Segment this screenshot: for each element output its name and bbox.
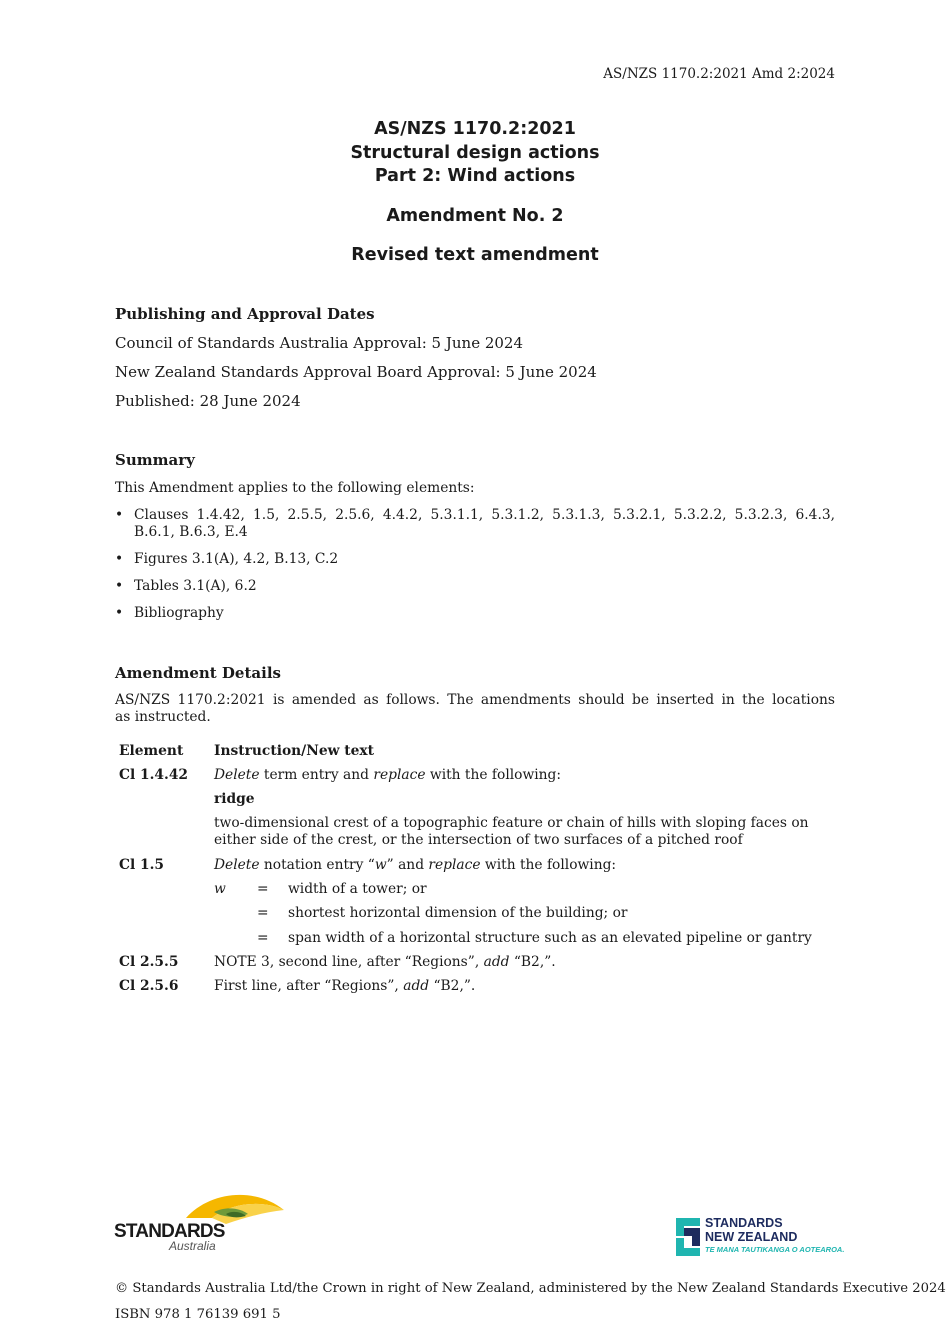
nz-mark-icon bbox=[676, 1218, 700, 1256]
notation-definition: span width of a horizontal structure such as an elevated pipeline or gantry bbox=[288, 930, 812, 946]
amendment-type: Revised text amendment bbox=[351, 245, 599, 265]
row-element: Cl 1.5 bbox=[119, 857, 165, 873]
copyright: © Standards Australia Ltd/the Crown in right of New Zealand, administered by the New Zealand Standards Executive 2024 bbox=[115, 1281, 946, 1296]
defined-term: ridge bbox=[214, 791, 255, 807]
amendment-number: Amendment No. 2 bbox=[386, 205, 564, 226]
list-item: • Tables 3.1(A), 6.2 bbox=[115, 578, 835, 595]
isbn: ISBN 978 1 76139 691 5 bbox=[115, 1307, 281, 1322]
notation-definition: width of a tower; or bbox=[288, 881, 427, 897]
equals-sign: = bbox=[257, 905, 269, 921]
details-heading: Amendment Details bbox=[115, 664, 281, 682]
details-intro: AS/NZS 1170.2:2021 is amended as follows. The amendments should be inserted in the locations bbox=[115, 692, 835, 708]
table-header-instruction: Instruction/New text bbox=[214, 743, 375, 759]
list-item-text-cont: B.6.1, B.6.3, E.4 bbox=[134, 524, 248, 540]
term-definition: two-dimensional crest of a topographic feature or chain of hills with sloping faces on either side of the crest, or the intersection of two surfaces of a pitched roof bbox=[214, 815, 809, 848]
row-element: Cl 2.5.5 bbox=[119, 954, 179, 970]
notation-definition: shortest horizontal dimension of the building; or bbox=[288, 905, 628, 921]
standard-title: Structural design actions bbox=[350, 142, 600, 163]
standard-part: Part 2: Wind actions bbox=[374, 166, 576, 186]
summary-heading: Summary bbox=[115, 451, 195, 469]
list-item: • Clauses 1.4.42, 1.5, 2.5.5, 2.5.6, 4.4.2, 5.3.1.1, 5.3.1.2, 5.3.1.3, 5.3.2.1, 5.3.2.2, 5.3.2.3, 6.4.3, B.6.1, B.6.3, E.4 bbox=[115, 507, 835, 540]
row-instruction: NOTE 3, second line, after “Regions”, add “B2,”. bbox=[214, 954, 556, 970]
nz-wordmark: STANDARDS NEW ZEALAND bbox=[705, 1216, 798, 1244]
row-element: Cl 1.4.42 bbox=[119, 767, 189, 783]
document-reference: AS/NZS 1170.2:2021 Amd 2:2024 bbox=[603, 66, 835, 82]
list-item-text: Figures 3.1(A), 4.2, B.13, C.2 bbox=[134, 551, 339, 567]
row-instruction: Delete notation entry “w” and replace with the following: bbox=[214, 857, 617, 873]
standards-nz-logo bbox=[676, 1217, 846, 1259]
sa-sub: Australia bbox=[169, 1239, 216, 1253]
list-item: • Figures 3.1(A), 4.2, B.13, C.2 bbox=[115, 551, 835, 568]
list-item-text: Bibliography bbox=[134, 605, 224, 621]
list-item-text: Clauses 1.4.42, 1.5, 2.5.5, 2.5.6, 4.4.2, 5.3.1.1, 5.3.1.2, 5.3.1.3, 5.3.2.1, 5.3.2.2, 5.3.2.3, 6.4.3, bbox=[134, 507, 835, 523]
nz-board-approval: New Zealand Standards Approval Board Approval: 5 June 2024 bbox=[115, 363, 597, 381]
equals-sign: = bbox=[257, 930, 269, 946]
row-instruction: First line, after “Regions”, add “B2,”. bbox=[214, 978, 476, 994]
summary-intro: This Amendment applies to the following elements: bbox=[115, 480, 475, 496]
sa-wordmark: STANDARDS bbox=[114, 1221, 225, 1242]
published-date: Published: 28 June 2024 bbox=[115, 392, 301, 410]
list-item-text: Tables 3.1(A), 6.2 bbox=[134, 578, 257, 594]
table-header-element: Element bbox=[119, 743, 184, 759]
notation-symbol: w bbox=[214, 881, 226, 897]
nz-tagline: TE MANA TAUTIKANGA O AOTEAROA. bbox=[705, 1245, 845, 1254]
row-element: Cl 2.5.6 bbox=[119, 978, 179, 994]
details-intro-cont: as instructed. bbox=[115, 709, 211, 725]
equals-sign: = bbox=[257, 881, 269, 897]
standards-australia-logo bbox=[114, 1188, 289, 1254]
title-block bbox=[0, 118, 950, 268]
council-approval: Council of Standards Australia Approval: 5 June 2024 bbox=[115, 334, 524, 352]
list-item: • Bibliography bbox=[115, 605, 835, 622]
standard-number: AS/NZS 1170.2:2021 bbox=[374, 119, 576, 139]
dates-heading: Publishing and Approval Dates bbox=[115, 305, 375, 323]
row-instruction: Delete term entry and replace with the following: bbox=[214, 767, 562, 783]
